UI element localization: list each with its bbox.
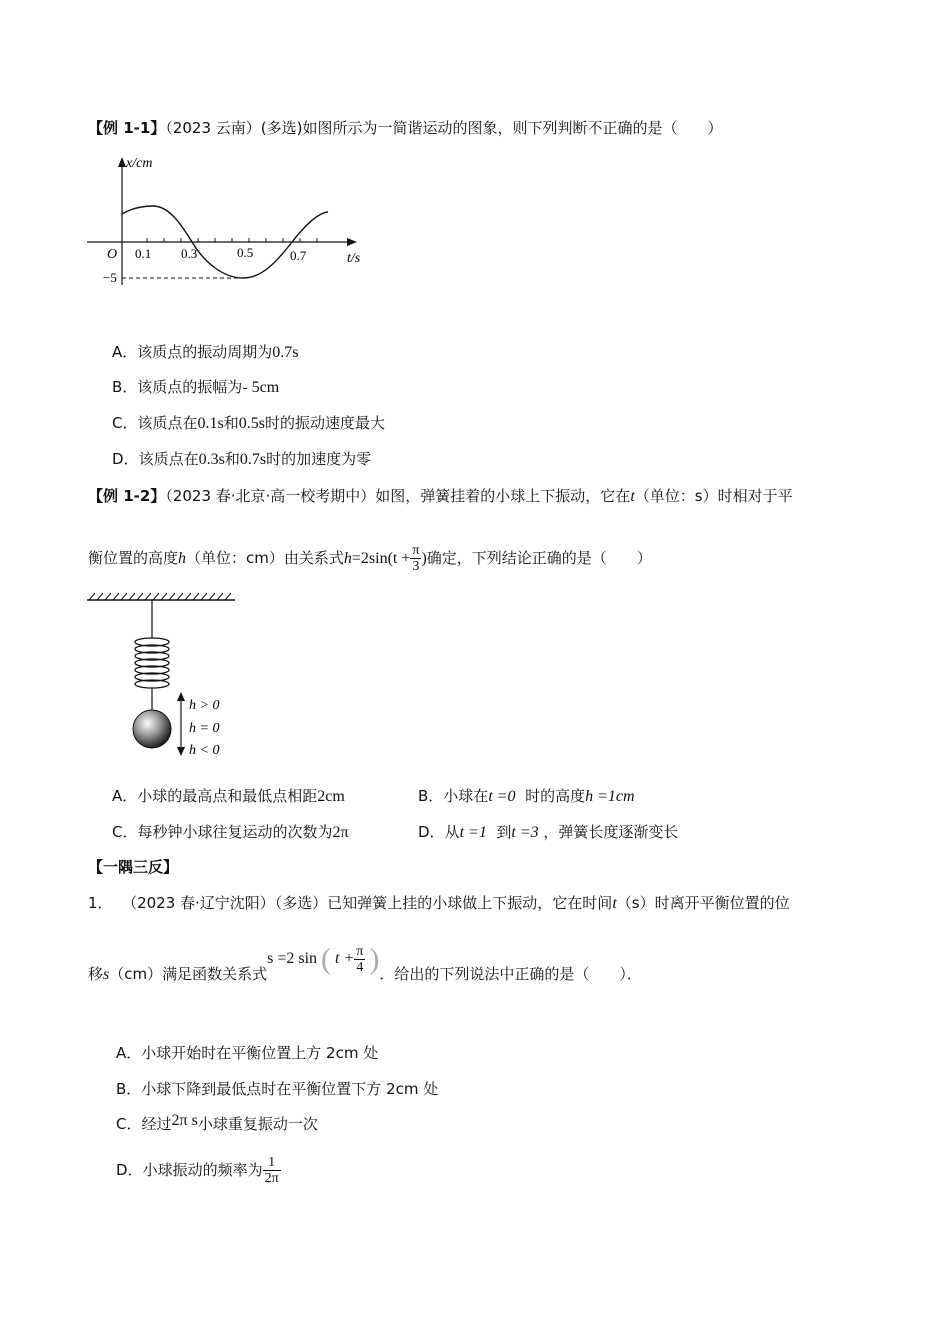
spring-figure bbox=[85, 592, 245, 762]
tick-label: 0.1 bbox=[135, 246, 152, 261]
origin-label: O bbox=[107, 247, 118, 262]
fraction: $\frac{1}{2\pi}$ bbox=[264, 1155, 279, 1186]
option-c[interactable]: C．该质点在0.1s和0.5s时的振动速度最大 bbox=[112, 414, 385, 432]
option-b[interactable]: B．小球下降到最低点时在平衡位置下方 2cm 处 bbox=[116, 1080, 439, 1098]
option-b[interactable]: B．小球在t =0 时的高度h =1cm bbox=[418, 787, 635, 805]
option-d[interactable]: D．该质点在0.3s和0.7s时的加速度为零 bbox=[112, 450, 372, 468]
tick-label: 0.7 bbox=[290, 248, 307, 263]
y-axis-label: x/cm bbox=[126, 156, 153, 171]
neg-amplitude-label: −5 bbox=[103, 270, 117, 285]
question-1-line1: 1． （2023 春·辽宁沈阳）（多选）已知弹簧上挂的小球做上下振动，它在时间t（s）时离开平衡位置的位 bbox=[88, 894, 790, 912]
example-1-2-line1: 【例 1-2】（2023 春·北京·高一校考期中）如图，弹簧挂着的小球上下振动，它在t（单位：s）时相对于平 bbox=[88, 487, 793, 505]
example-1-2-line2: 衡位置的高度h（单位：cm）由关系式h=2sin(t + $\frac{\pi}{3}$ )确定，下列结论正确的是（ ） bbox=[88, 543, 652, 574]
example-1-1-stem: 【例 1-1】（2023 云南）(多选)如图所示为一简谐运动的图象，则下列判断不正确的是（ ） bbox=[88, 119, 723, 137]
option-b[interactable]: B．该质点的振幅为- 5cm bbox=[112, 378, 280, 396]
option-c[interactable]: C．经过2π s小球重复振动一次 bbox=[116, 1112, 318, 1133]
x-axis-label: t/s bbox=[347, 251, 361, 266]
option-d[interactable]: D．小球振动的频率为 $\frac{1}{2\pi}$ bbox=[116, 1155, 279, 1186]
x-axis-arrow bbox=[118, 157, 126, 167]
option-a[interactable]: A．小球开始时在平衡位置上方 2cm 处 bbox=[116, 1044, 379, 1062]
spring bbox=[135, 638, 169, 688]
formula: h bbox=[343, 550, 352, 567]
fraction: $\frac{\pi}{3}$ bbox=[412, 543, 420, 574]
option-a[interactable]: A．小球的最高点和最低点相距2cm bbox=[112, 787, 345, 805]
h-negative-label: h < 0 bbox=[189, 743, 220, 758]
ceiling-hatch bbox=[89, 593, 231, 600]
option-d[interactable]: D．从t =1 到t =3 ，弹簧长度逐渐变长 bbox=[418, 823, 679, 841]
option-a[interactable]: A．该质点的振动周期为0.7s bbox=[112, 343, 299, 361]
h-zero-label: h = 0 bbox=[189, 721, 220, 736]
ball bbox=[133, 710, 171, 748]
example-tag: 【例 1-2】 bbox=[88, 487, 166, 505]
practice-heading: 【一隅三反】 bbox=[88, 858, 179, 876]
formula: s =2 sin ( t + $\frac{\pi}{4}$ ) bbox=[267, 942, 380, 976]
shm-graph bbox=[85, 150, 370, 290]
tick-label: 0.3 bbox=[181, 246, 198, 261]
h-positive-label: h > 0 bbox=[189, 698, 220, 713]
t-axis-arrow bbox=[347, 238, 357, 246]
example-tag: 【例 1-1】 bbox=[88, 119, 166, 137]
question-1-line2: 移s（cm）满足函数关系式s =2 sin ( t + $\frac{\pi}{4}$ )．给出的下列说法中正确的是（ ）． bbox=[88, 942, 642, 983]
option-c[interactable]: C．每秒钟小球往复运动的次数为2π bbox=[112, 823, 349, 841]
tick-label: 0.5 bbox=[237, 245, 254, 260]
